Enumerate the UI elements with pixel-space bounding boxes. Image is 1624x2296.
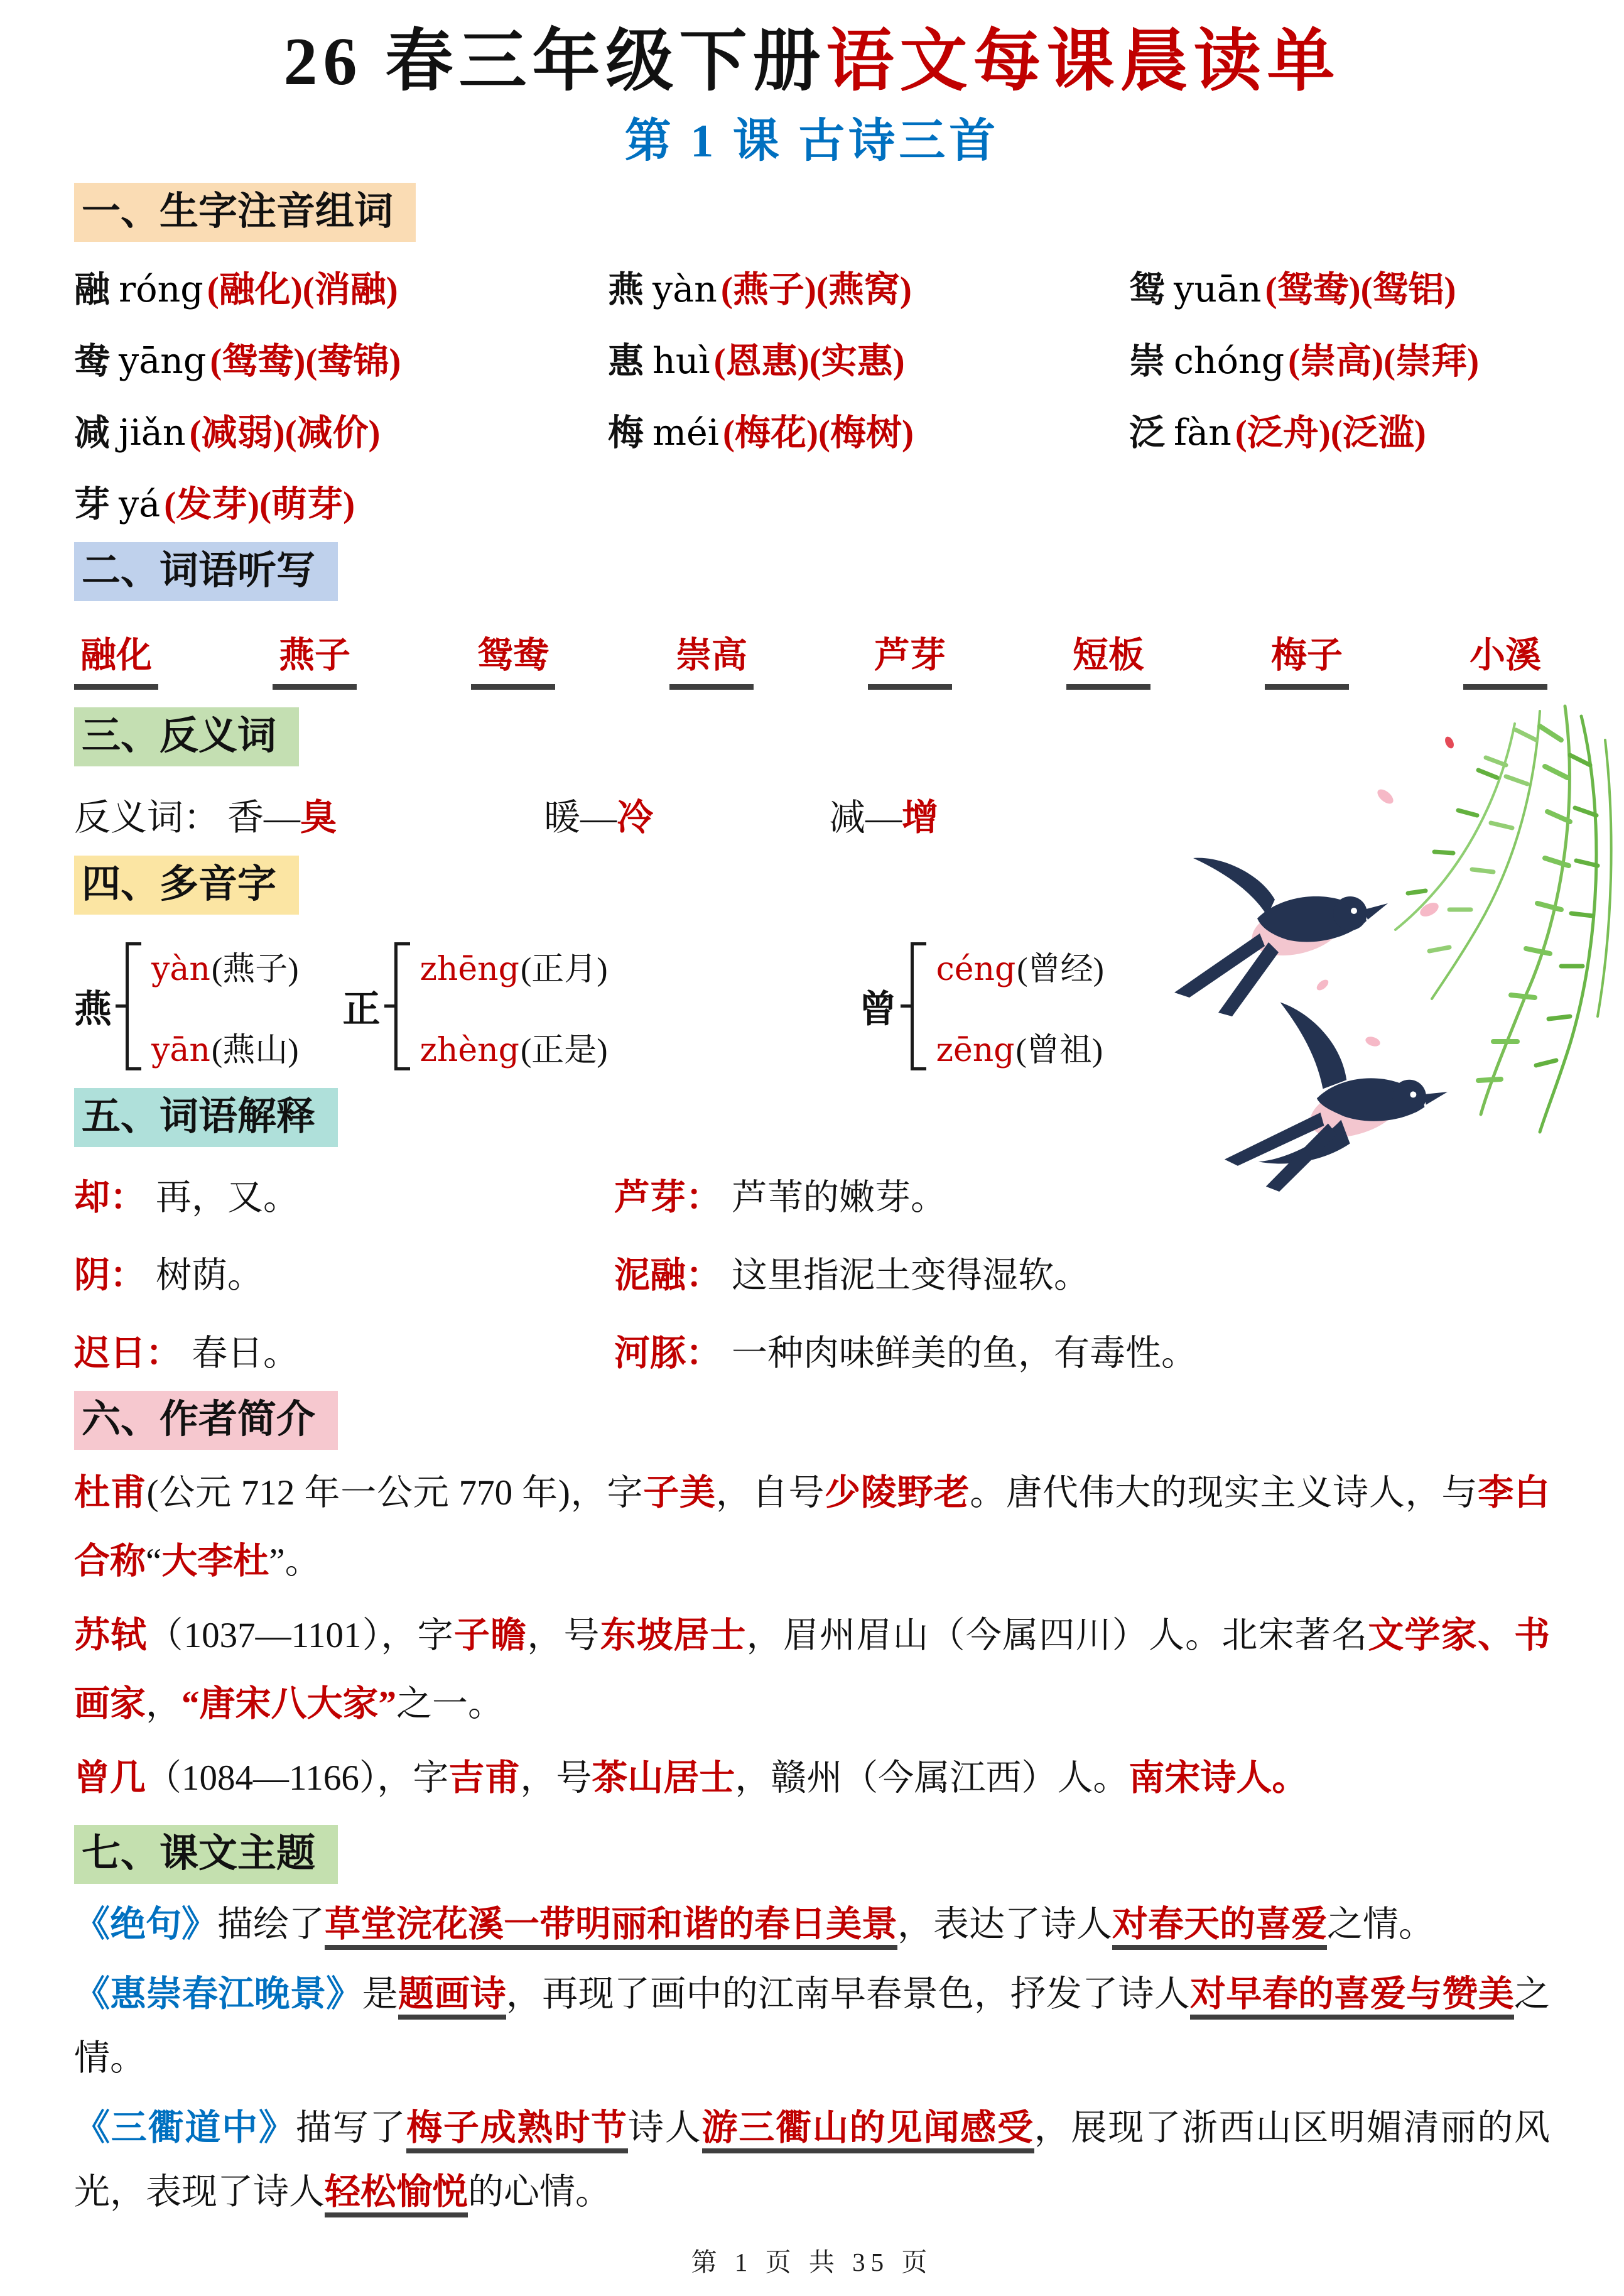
new-character: 融 bbox=[74, 269, 110, 310]
polyphone-group bbox=[74, 941, 299, 1072]
polyphone-group bbox=[343, 941, 608, 1072]
theme-paragraph bbox=[74, 1962, 1550, 2091]
text-segment: 之情。 bbox=[1327, 1904, 1434, 1944]
pinyin: jiǎn bbox=[119, 411, 186, 454]
polyphone-reading bbox=[936, 1023, 1104, 1070]
text-segment: 子美 bbox=[643, 1472, 716, 1513]
definition-item bbox=[614, 1168, 1550, 1220]
definition-meaning: 芦苇的嫩芽。 bbox=[732, 1177, 946, 1217]
example-words: (恩惠)(实惠) bbox=[713, 341, 905, 381]
text-segment: 的心情。 bbox=[468, 2172, 611, 2212]
pinyin: huì bbox=[652, 340, 710, 382]
antonym-dash: — bbox=[580, 797, 617, 838]
text-segment: 题画诗 bbox=[398, 1974, 506, 2020]
text-segment: 茶山居士 bbox=[592, 1758, 735, 1798]
character-entry bbox=[608, 261, 1129, 312]
reading-pinyin: yàn bbox=[151, 950, 210, 988]
text-segment: ，自号 bbox=[715, 1472, 825, 1513]
pinyin: yá bbox=[119, 483, 161, 525]
reading-word: (曾祖) bbox=[1015, 1032, 1103, 1069]
example-words: (鸳鸯)(鸯锦) bbox=[210, 341, 401, 381]
text-segment: 。唐代伟大的现实主义诗人，与 bbox=[970, 1472, 1478, 1513]
polyphone-row bbox=[74, 941, 1550, 1072]
new-character: 惠 bbox=[608, 341, 644, 381]
section-heading-polyphones: 四、多音字 bbox=[74, 856, 299, 915]
definition-item bbox=[74, 1246, 614, 1298]
example-words: (鸳鸯)(鸳铝) bbox=[1265, 269, 1456, 310]
definition-term: 泥融： bbox=[614, 1255, 722, 1295]
antonym-word: 减 bbox=[829, 797, 866, 838]
definition-meaning: 这里指泥土变得湿软。 bbox=[732, 1255, 1090, 1295]
text-segment: 吉甫 bbox=[448, 1758, 521, 1798]
antonym-row bbox=[74, 788, 1550, 841]
example-words: (燕子)(燕窝) bbox=[720, 269, 912, 310]
text-segment: 游三衢山的见闻感受 bbox=[702, 2108, 1034, 2153]
pinyin: yāng bbox=[119, 340, 207, 382]
text-segment: 李白合称 bbox=[74, 1472, 1550, 1582]
text-segment: ，号 bbox=[527, 1615, 600, 1655]
text-segment: ，展现了浙西山区明媚清丽的风光，表现了诗人 bbox=[74, 2108, 1551, 2212]
antonym-dash: — bbox=[264, 797, 301, 838]
text-segment: 南宋诗人。 bbox=[1129, 1758, 1308, 1798]
pinyin: yàn bbox=[652, 268, 717, 310]
text-segment: ，表达了诗人 bbox=[897, 1904, 1112, 1944]
section-heading-dictation: 二、词语听写 bbox=[74, 542, 338, 601]
text-segment: 草堂浣花溪一带明丽和谐的春日美景 bbox=[325, 1905, 897, 1950]
antonym-pair bbox=[544, 788, 653, 841]
antonym-pair bbox=[829, 788, 938, 841]
text-segment: 描绘了 bbox=[217, 1904, 325, 1944]
text-segment: 杜甫 bbox=[74, 1472, 147, 1513]
example-words: (泛舟)(泛滥) bbox=[1235, 413, 1426, 453]
text-segment: ，再现了画中的江南早春景色，抒发了诗人 bbox=[506, 1974, 1191, 2014]
example-words: (减弱)(减价) bbox=[189, 413, 381, 453]
text-segment: 苏轼 bbox=[74, 1615, 148, 1655]
new-character: 鸳 bbox=[1129, 269, 1165, 310]
polyphone-group bbox=[859, 941, 1104, 1072]
polyphone-readings bbox=[936, 941, 1104, 1072]
text-segment: ，号 bbox=[520, 1758, 592, 1798]
dictation-word: 小溪 bbox=[1463, 626, 1547, 690]
connector-dash bbox=[384, 1004, 394, 1008]
antonym-pair bbox=[227, 788, 337, 841]
example-words: (发芽)(萌芽) bbox=[164, 484, 355, 525]
reading-pinyin: céng bbox=[936, 950, 1016, 988]
text-segment: 东坡居士 bbox=[600, 1615, 747, 1655]
dictation-word: 梅子 bbox=[1265, 626, 1349, 690]
character-entry bbox=[74, 332, 608, 384]
character-entry bbox=[74, 476, 608, 527]
dictation-word: 芦芽 bbox=[868, 626, 952, 690]
antonym-word: 暖 bbox=[544, 797, 581, 838]
theme-paragraph bbox=[74, 2096, 1550, 2225]
dictation-word: 短板 bbox=[1066, 626, 1150, 690]
polyphone-character: 燕 bbox=[74, 988, 112, 1030]
text-segment: 梅子成熟时节 bbox=[406, 2108, 628, 2153]
definition-item bbox=[614, 1246, 1550, 1298]
title-course-part: 26 春三年级下册 bbox=[283, 24, 826, 99]
text-segment: “唐宋八大家” bbox=[181, 1684, 396, 1724]
text-segment: 诗人 bbox=[627, 2108, 702, 2148]
reading-pinyin: zhèng bbox=[420, 1031, 519, 1069]
dictation-word: 鸳鸯 bbox=[471, 626, 555, 690]
text-segment: 是 bbox=[362, 1974, 398, 2014]
text-segment: 对春天的喜爱 bbox=[1112, 1905, 1327, 1950]
text-segment: “ bbox=[146, 1542, 162, 1582]
text-segment: 《三衢道中》 bbox=[74, 2108, 296, 2148]
author-bio bbox=[74, 1744, 1550, 1812]
text-segment: ”。 bbox=[269, 1542, 321, 1582]
new-character: 梅 bbox=[608, 413, 644, 453]
definition-meaning: 一种肉味鲜美的鱼，有毒性。 bbox=[732, 1333, 1197, 1373]
new-character: 减 bbox=[74, 413, 110, 453]
polyphone-reading bbox=[420, 942, 608, 989]
connector-dash bbox=[901, 1004, 911, 1008]
reading-pinyin: zēng bbox=[936, 1031, 1015, 1069]
pinyin: fàn bbox=[1174, 411, 1232, 454]
page-subtitle: 第 1 课 古诗三首 bbox=[624, 115, 1000, 167]
page-title bbox=[74, 25, 1550, 100]
polyphone-readings bbox=[151, 941, 299, 1072]
polyphone-character: 正 bbox=[342, 988, 381, 1030]
page-footer: 第 1 页 共 35 页 bbox=[691, 2247, 933, 2277]
polyphone-reading bbox=[151, 1023, 299, 1070]
definition-term: 河豚： bbox=[614, 1333, 722, 1373]
author-bio bbox=[74, 1601, 1550, 1739]
definition-item bbox=[74, 1324, 614, 1376]
text-segment: 描写了 bbox=[295, 2108, 407, 2148]
polyphone-bracket bbox=[126, 942, 141, 1070]
reading-word: (正是) bbox=[520, 1032, 608, 1069]
reading-pinyin: zhēng bbox=[420, 950, 519, 988]
pinyin: yuān bbox=[1174, 268, 1262, 310]
new-character: 燕 bbox=[608, 269, 644, 310]
title-highlight-part: 语文每课晨读单 bbox=[826, 24, 1341, 99]
polyphone-character: 曾 bbox=[858, 988, 897, 1030]
character-entry bbox=[74, 404, 608, 455]
text-segment: ，赣州（今属江西）人。 bbox=[735, 1758, 1129, 1798]
example-words: (融化)(消融) bbox=[207, 269, 398, 310]
text-segment: ， bbox=[146, 1684, 181, 1724]
new-character: 崇 bbox=[1129, 341, 1165, 381]
text-segment: (公元 712 年一公元 770 年)，字 bbox=[146, 1472, 644, 1513]
character-entry bbox=[1129, 404, 1550, 455]
reading-word: (曾经) bbox=[1017, 951, 1104, 987]
antonym-label: 反义词： bbox=[74, 797, 220, 838]
theme-paragraph bbox=[74, 1893, 1550, 1957]
antonym-dash: — bbox=[865, 797, 902, 838]
antonym-opposite: 增 bbox=[902, 797, 939, 838]
definition-term: 芦芽： bbox=[614, 1177, 722, 1217]
example-words: (梅花)(梅树) bbox=[723, 413, 914, 453]
antonym-word: 香 bbox=[227, 797, 264, 838]
definition-item bbox=[614, 1324, 1550, 1376]
text-segment: ，眉州眉山（今属四川）人。北宋著名 bbox=[746, 1615, 1368, 1655]
definition-meaning: 树荫。 bbox=[156, 1255, 263, 1295]
connector-dash bbox=[116, 1004, 126, 1008]
reading-word: (正月) bbox=[520, 951, 608, 987]
antonym-opposite: 冷 bbox=[617, 797, 654, 838]
character-grid bbox=[74, 261, 1550, 527]
text-segment: （1084—1166），字 bbox=[146, 1758, 449, 1798]
definition-list bbox=[74, 1168, 1550, 1376]
new-character: 鸯 bbox=[74, 341, 110, 381]
dictation-word: 融化 bbox=[74, 626, 158, 690]
text-segment: 少陵野老 bbox=[825, 1472, 970, 1513]
polyphone-bracket bbox=[911, 942, 926, 1070]
reading-pinyin: yān bbox=[151, 1031, 210, 1069]
polyphone-bracket bbox=[394, 942, 410, 1070]
antonym-opposite: 臭 bbox=[300, 797, 337, 838]
author-bio bbox=[74, 1459, 1550, 1596]
polyphone-reading bbox=[420, 1023, 608, 1070]
definition-term: 阴： bbox=[74, 1255, 146, 1295]
definition-meaning: 春日。 bbox=[192, 1333, 299, 1373]
dictation-word: 燕子 bbox=[273, 626, 357, 690]
pinyin: méi bbox=[652, 411, 720, 454]
section-heading-characters: 一、生字注音组词 bbox=[74, 183, 416, 242]
section-heading-authors: 六、作者简介 bbox=[74, 1391, 338, 1450]
text-segment: 轻松愉悦 bbox=[325, 2172, 468, 2217]
text-segment: 之一。 bbox=[396, 1684, 504, 1724]
definition-meaning: 再，又。 bbox=[156, 1177, 299, 1217]
definition-term: 却： bbox=[74, 1177, 146, 1217]
character-entry bbox=[1129, 261, 1550, 312]
section-heading-antonyms: 三、反义词 bbox=[74, 707, 299, 766]
new-character: 芽 bbox=[74, 484, 110, 525]
character-entry bbox=[608, 404, 1129, 455]
section-heading-themes: 七、课文主题 bbox=[74, 1825, 338, 1884]
text-segment: （1037—1101），字 bbox=[147, 1615, 454, 1655]
text-segment: 之情。 bbox=[74, 1974, 1551, 2079]
character-entry bbox=[608, 332, 1129, 384]
text-segment: 大李杜 bbox=[161, 1542, 269, 1582]
polyphone-reading bbox=[151, 942, 299, 989]
text-segment: 子瞻 bbox=[453, 1615, 528, 1655]
reading-word: (燕山) bbox=[211, 1032, 299, 1069]
polyphone-reading bbox=[936, 942, 1104, 989]
section-heading-definitions: 五、词语解释 bbox=[74, 1088, 338, 1147]
character-entry bbox=[1129, 332, 1550, 384]
reading-word: (燕子) bbox=[211, 951, 299, 987]
text-segment: 曾几 bbox=[74, 1758, 146, 1798]
character-entry bbox=[74, 261, 608, 312]
text-segment: 《惠崇春江晚景》 bbox=[74, 1974, 362, 2014]
definition-term: 迟日： bbox=[74, 1333, 181, 1373]
text-segment: 对早春的喜爱与赞美 bbox=[1190, 1974, 1514, 2020]
text-segment: 《绝句》 bbox=[74, 1904, 217, 1944]
definition-item bbox=[74, 1168, 614, 1220]
pinyin: róng bbox=[119, 268, 203, 310]
dictation-word-list bbox=[74, 626, 1547, 690]
example-words: (崇高)(崇拜) bbox=[1288, 341, 1480, 381]
new-character: 泛 bbox=[1129, 413, 1165, 453]
text-segment: 文学家、书画家 bbox=[74, 1615, 1551, 1724]
dictation-word: 崇高 bbox=[669, 626, 754, 690]
pinyin: chóng bbox=[1174, 340, 1285, 382]
polyphone-readings bbox=[420, 941, 608, 1072]
